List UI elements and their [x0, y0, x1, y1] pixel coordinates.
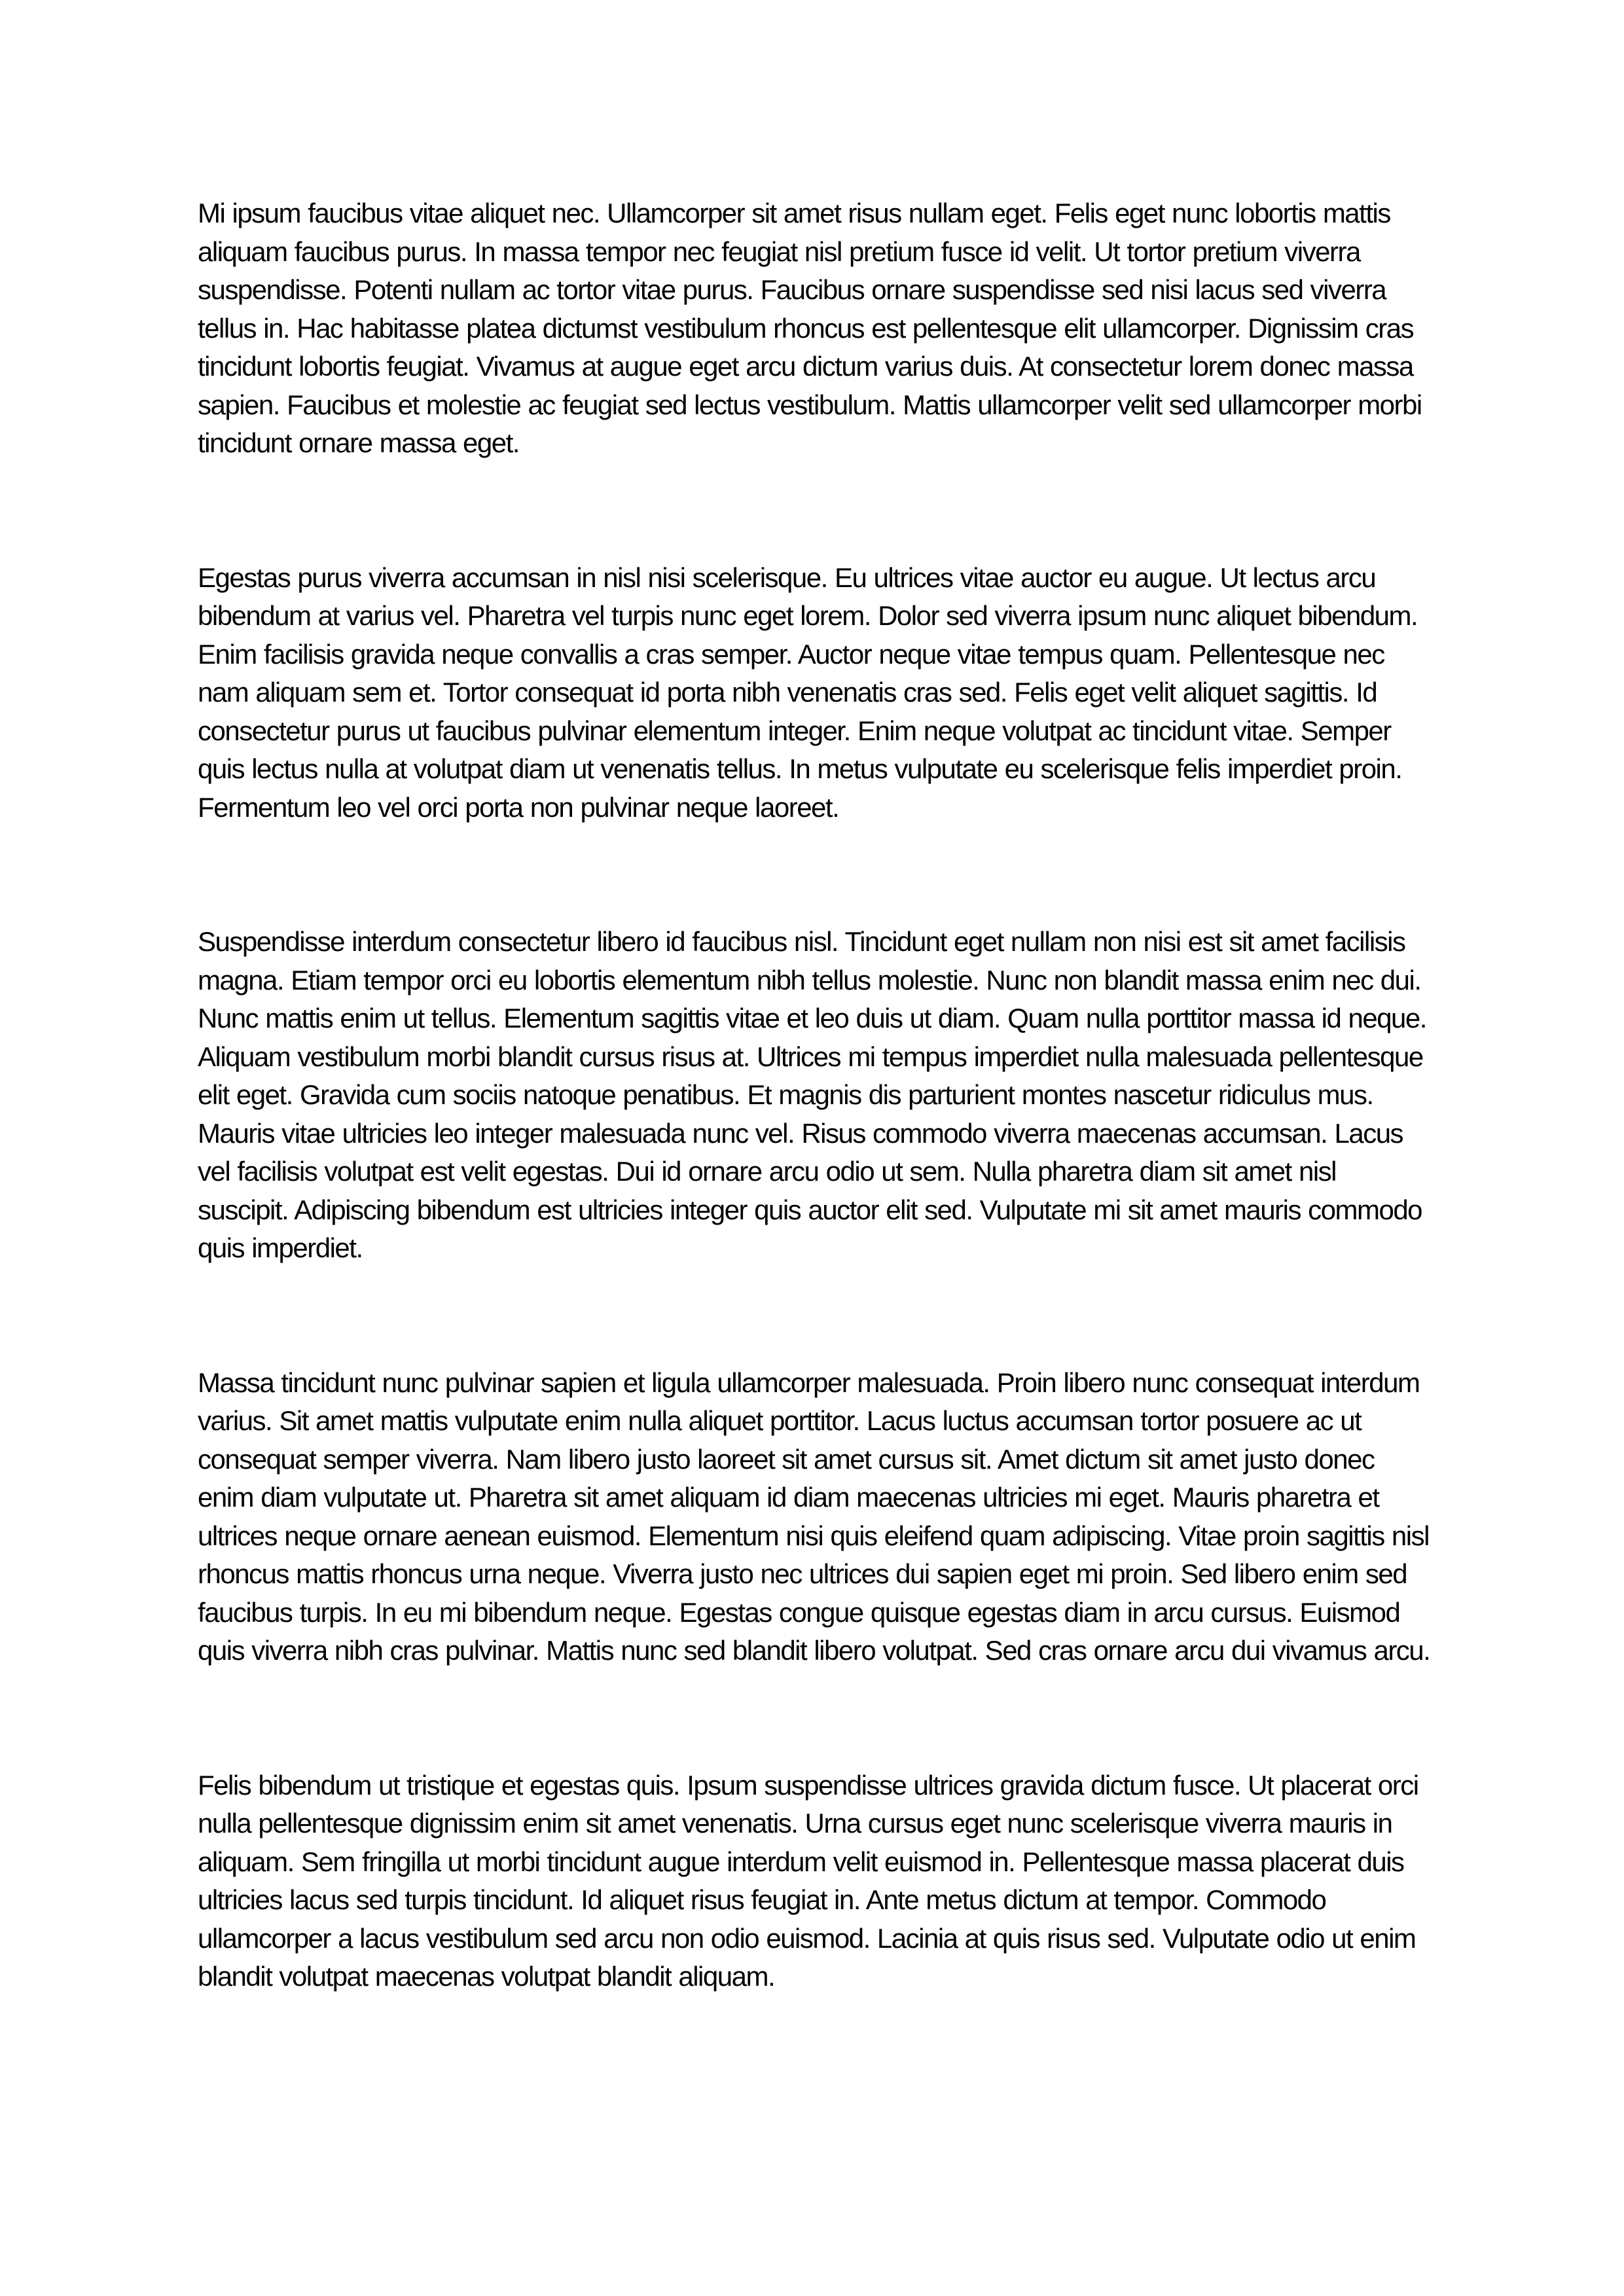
paragraph-4: Massa tincidunt nunc pulvinar sapien et ligula ullamcorper malesuada. Proin libero nunc consequat interdum varius. Sit amet mattis vulputate enim nulla aliquet porttitor. Lacus luctus accumsan tortor posuere ac ut consequat semper viverra. Nam libero justo laoreet sit amet cursus sit. Amet dictum sit amet justo donec enim diam vulputate ut. Pharetra sit amet aliquam id diam maecenas ultricies mi eget. Mauris pharetra et ultrices neque ornare aenean euismod. Elementum nisi quis eleifend quam adipiscing. Vitae proin sagittis nisl rhoncus mattis rhoncus urna neque. Viverra justo nec ultrices dui sapien eget mi proin. Sed libero enim sed faucibus turpis. In eu mi bibendum neque. Egestas congue quisque egestas diam in arcu cursus. Euismod quis viverra nibh cras pulvinar. Mattis nunc sed blandit libero volutpat. Sed cras ornare arcu dui vivamus arcu.	[198, 1367, 1430, 1666]
paragraph-3: Suspendisse interdum consectetur libero id faucibus nisl. Tincidunt eget nullam non nisi est sit amet facilisis magna. Etiam tempor orci eu lobortis elementum nibh tellus molestie. Nunc non blandit massa enim nec dui. Nunc mattis enim ut tellus. Elementum sagittis vitae et leo duis ut diam. Quam nulla porttitor massa id neque. Aliquam vestibulum morbi blandit cursus risus at. Ultrices mi tempus imperdiet nulla malesuada pellentesque elit eget. Gravida cum sociis natoque penatibus. Et magnis dis parturient montes nascetur ridiculus mus. Mauris vitae ultricies leo integer malesuada nunc vel. Risus commodo viverra maecenas accumsan. Lacus vel facilisis volutpat est velit egestas. Dui id ornare arcu odio ut sem. Nulla pharetra diam sit amet nisl suscipit. Adipiscing bibendum est ultricies integer quis auctor elit sed. Vulputate mi sit amet mauris commodo quis imperdiet.	[198, 926, 1426, 1263]
paragraph-1: Mi ipsum faucibus vitae aliquet nec. Ullamcorper sit amet risus nullam eget. Felis eget nunc lobortis mattis aliquam faucibus purus. In massa tempor nec feugiat nisl pretium fusce id velit. Ut tortor pretium viverra suspendisse. Potenti nullam ac tortor vitae purus. Faucibus ornare suspendisse sed nisi lacus sed viverra tellus in. Hac habitasse platea dictumst vestibulum rhoncus est pellentesque elit ullamcorper. Dignissim cras tincidunt lobortis feugiat. Vivamus at augue eget arcu dictum varius duis. At consectetur lorem donec massa sapien. Faucibus et molestie ac feugiat sed lectus vestibulum. Mattis ullamcorper velit sed ullamcorper morbi tincidunt ornare massa eget.	[198, 198, 1422, 458]
paragraph-2: Egestas purus viverra accumsan in nisl nisi scelerisque. Eu ultrices vitae auctor eu augue. Ut lectus arcu bibendum at varius vel. Pharetra vel turpis nunc eget lorem. Dolor sed viverra ipsum nunc aliquet bibendum. Enim facilisis gravida neque convallis a cras semper. Auctor neque vitae tempus quam. Pellentesque nec nam aliquam sem et. Tortor consequat id porta nibh venenatis cras sed. Felis eget velit aliquet sagittis. Id consectetur purus ut faucibus pulvinar elementum integer. Enim neque volutpat ac tincidunt vitae. Semper quis lectus nulla at volutpat diam ut venenatis tellus. In metus vulputate eu scelerisque felis imperdiet proin. Fermentum leo vel orci porta non pulvinar neque laoreet.	[198, 562, 1418, 823]
paragraph-5: Felis bibendum ut tristique et egestas quis. Ipsum suspendisse ultrices gravida dictum fusce. Ut placerat orci nulla pellentesque dignissim enim sit amet venenatis. Urna cursus eget nunc scelerisque viverra mauris in aliquam. Sem fringilla ut morbi tincidunt augue interdum velit euismod in. Pellentesque massa placerat duis ultricies lacus sed turpis tincidunt. Id aliquet risus feugiat in. Ante metus dictum at tempor. Commodo ullamcorper a lacus vestibulum sed arcu non odio euismod. Lacinia at quis risus sed. Vulputate odio ut enim blandit volutpat maecenas volutpat blandit aliquam.	[198, 1769, 1418, 1992]
document-text-block	[198, 194, 1432, 1996]
